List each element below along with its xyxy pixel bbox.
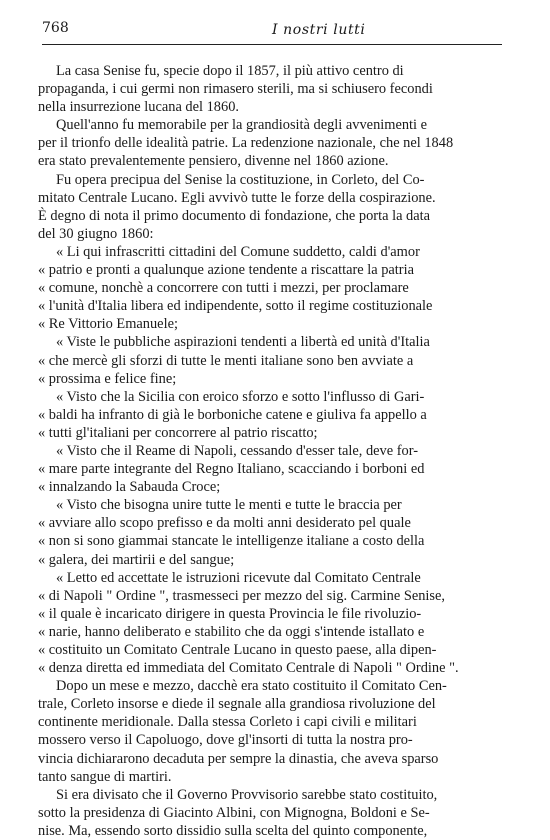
text-line: « avviare allo scopo prefisso e da molti anni desiderato pel quale bbox=[38, 515, 411, 532]
text-line: Si era divisato che il Governo Provvisorio sarebbe stato costituito, bbox=[38, 786, 438, 803]
text-line: vincia dichiararono decaduta per sempre la dinastia, che aveva sparso bbox=[38, 750, 439, 767]
text-line: « tutti gl'italiani per concorrere al patrio riscatto; bbox=[38, 424, 318, 441]
text-line: « galera, dei martirii e del sangue; bbox=[38, 551, 235, 568]
text-line: « costituito un Comitato Centrale Lucano in questo paese, alla dipen- bbox=[38, 642, 437, 658]
text-line: « innalzando la Sabauda Croce; bbox=[38, 479, 221, 496]
text-line: La casa Senise fu, specie dopo il 1857, il più attivo centro di bbox=[38, 63, 404, 79]
text-line: nise. Ma, essendo sorto dissidio sulla scelta del quinto componente, bbox=[38, 822, 428, 839]
text-line: « Letto ed accettate le istruzioni ricevute dal Comitato Centrale bbox=[38, 569, 421, 586]
text-line: « narie, hanno deliberato e stabilito che da oggi s'intende istallato e bbox=[38, 623, 425, 640]
text-line: « Re Vittorio Emanuele; bbox=[38, 316, 178, 333]
text-line: tanto sangue di martiri. bbox=[38, 768, 172, 785]
text-line: continente meridionale. Dalla stessa Corleto i capi civili e militari bbox=[38, 714, 417, 731]
text-line: « non si sono giammai stancate le intelligenze italiane a costo della bbox=[38, 533, 425, 550]
page-header bbox=[42, 18, 502, 45]
running-title: I nostri lutti bbox=[272, 22, 366, 38]
text-line: nella insurrezione lucana del 1860. bbox=[38, 99, 239, 116]
text-line: « che mercè gli sforzi di tutte le menti italiane sono ben avviate a bbox=[38, 352, 414, 369]
text-line: mossero verso il Capoluogo, dove gl'insorti di tutta la nostra pro- bbox=[38, 732, 413, 749]
text-line: È degno di nota il primo documento di fondazione, che porta la data bbox=[38, 207, 431, 224]
text-line: « il quale è incaricato dirigere in questa Provincia le file rivoluzio- bbox=[38, 605, 422, 622]
text-line: Fu opera precipua del Senise la costituzione, in Corleto, del Co- bbox=[38, 171, 425, 188]
text-line: « di Napoli " Ordine ", trasmesseci per mezzo del sig. Carmine Senise, bbox=[38, 587, 445, 604]
text-line: « mare parte integrante del Regno Italiano, scacciando i borboni ed bbox=[38, 461, 425, 478]
body-text bbox=[38, 62, 506, 840]
text-line: « comune, nonchè a concorrere con tutti i mezzi, per proclamare bbox=[38, 280, 409, 297]
text-line: del 30 giugno 1860: bbox=[38, 225, 154, 242]
text-line: trale, Corleto insorse e diede il segnale alla grandiosa rivoluzione del bbox=[38, 696, 436, 713]
text-line: per il trionfo delle idealità patrie. La redenzione nazionale, che nel 1848 bbox=[38, 135, 454, 152]
text-line: « Viste le pubbliche aspirazioni tendenti a libertà ed unità d'Italia bbox=[38, 334, 430, 351]
text-line: « Li qui infrascritti cittadini del Comune suddetto, caldi d'amor bbox=[38, 243, 420, 260]
text-line: Dopo un mese e mezzo, dacchè era stato costituito il Comitato Cen- bbox=[38, 678, 447, 695]
text-line: sotto la presidenza di Giacinto Albini, con Mignogna, Boldoni e Se- bbox=[38, 804, 430, 821]
text-line: « prossima e felice fine; bbox=[38, 370, 177, 387]
page-number: 768 bbox=[42, 20, 69, 36]
text-line: « baldi ha infranto di già le borboniche catene e giuliva fa appello a bbox=[38, 406, 427, 423]
text-line: era stato prevalentemente pensiero, divenne nel 1860 azione. bbox=[38, 153, 389, 170]
text-line: propaganda, i cui germi non rimasero sterili, ma si schiusero fecondi bbox=[38, 81, 433, 98]
text-line: « denza diretta ed immediata del Comitato Centrale di Napoli " Ordine ". bbox=[38, 660, 459, 677]
text-line: mitato Centrale Lucano. Egli avvivò tutte le forze della cospirazione. bbox=[38, 189, 436, 206]
text-line: « l'unità d'Italia libera ed indipendente, sotto il regime costituzionale bbox=[38, 298, 433, 315]
text-line: Quell'anno fu memorabile per la grandiosità degli avvenimenti e bbox=[38, 117, 428, 134]
text-line: « Visto che il Reame di Napoli, cessando d'esser tale, deve for- bbox=[38, 442, 419, 459]
text-line: « Visto che bisogna unire tutte le menti e tutte le braccia per bbox=[38, 497, 402, 514]
text-line: « Visto che la Sicilia con eroico sforzo e sotto l'influsso di Gari- bbox=[38, 388, 425, 405]
text-line: « patrio e pronti a qualunque azione tendente a riscattare la patria bbox=[38, 262, 414, 279]
